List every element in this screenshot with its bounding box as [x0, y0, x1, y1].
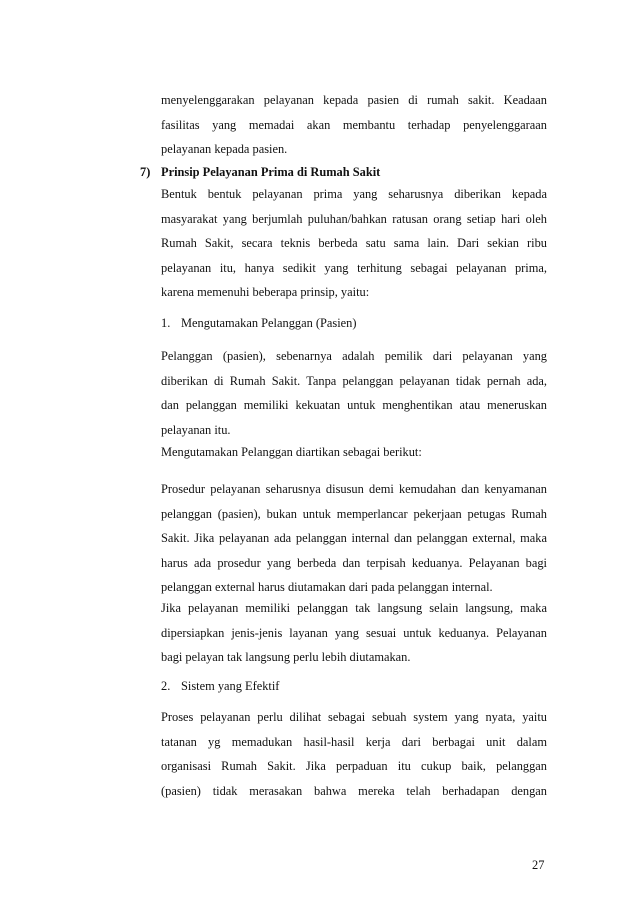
text-line: Bentuk bentuk pelayanan prima yang seharusnya diberikan kepada — [161, 187, 547, 201]
paragraph-definition — [161, 440, 547, 465]
text-line: tatanan yg memadukan hasil-hasil kerja dari berbagai unit dalam — [161, 734, 547, 749]
page-number: 27 — [532, 858, 545, 872]
text-line: pelanggan external harus diutamakan dari pada pelanggan internal. — [161, 580, 493, 594]
text-line: dipersiapkan jenis-jenis layanan yang sesuai untuk keduanya. Pelayanan — [161, 625, 547, 640]
text-line: dan pelanggan memiliki kekuatan untuk menghentikan atau meneruskan — [161, 398, 547, 412]
paragraph-intro — [161, 88, 547, 162]
text-line: pelayanan kepada pasien. — [161, 142, 288, 156]
text-line: harus ada prosedur yang berbeda dan terpisah keduanya. Pelayanan bagi — [161, 555, 547, 570]
text-line: karena memenuhi beberapa prinsip, yaitu: — [161, 285, 370, 299]
text-line: fasilitas yang memadai akan membantu terhadap penyelenggaraan — [161, 117, 547, 132]
text-line: masyarakat yang berjumlah puluhan/bahkan ratusan orang setiap hari oleh — [161, 211, 547, 226]
list-item-number: 2. — [161, 679, 171, 693]
paragraph-item1 — [161, 344, 547, 442]
text-line: bagi pelayan tak langsung perlu lebih diutamakan. — [161, 650, 411, 664]
text-line: Mengutamakan Pelanggan diartikan sebagai berikut: — [161, 445, 422, 459]
text-line: Rumah Sakit, secara teknis berbeda satu sama lain. Dari sekian ribu — [161, 236, 547, 250]
paragraph-item2 — [161, 705, 547, 803]
text-line: Pelanggan (pasien), sebenarnya adalah pemilik dari pelayanan yang — [161, 349, 547, 363]
paragraph-section — [161, 182, 547, 305]
text-line: Prosedur pelayanan seharusnya disusun demi kemudahan dan kenyamanan — [161, 482, 547, 496]
list-item-title: Sistem yang Efektif — [181, 679, 280, 693]
section-number: 7) — [140, 165, 151, 179]
text-line: Sakit. Jika pelayanan ada pelanggan internal dan pelanggan external, maka — [161, 531, 547, 545]
list-item-heading — [161, 674, 279, 698]
text-line: pelayanan itu. — [161, 422, 231, 437]
text-line: (pasien) tidak merasakan bahwa mereka telah berhadapan dengan — [161, 783, 547, 798]
text-line: Jika pelayanan memiliki pelanggan tak langsung selain langsung, maka — [161, 601, 547, 615]
text-line: organisasi Rumah Sakit. Jika perpaduan itu cukup baik, pelanggan — [161, 759, 547, 773]
text-line: pelayanan itu, hanya sedikit yang terhitung sebagai pelayanan prima, — [161, 260, 547, 275]
paragraph-prosedur — [161, 477, 547, 600]
text-line: pelanggan (pasien), bukan untuk memperlancar pekerjaan petugas Rumah — [161, 506, 547, 521]
section-heading — [140, 160, 380, 184]
list-item-heading — [161, 311, 356, 335]
text-line: Proses pelayanan perlu dilihat sebagai sebuah system yang nyata, yaitu — [161, 710, 547, 724]
text-line: menyelenggarakan pelayanan kepada pasien di rumah sakit. Keadaan — [161, 93, 547, 107]
list-item-number: 1. — [161, 316, 171, 330]
paragraph-jika — [161, 596, 547, 670]
section-title: Prinsip Pelayanan Prima di Rumah Sakit — [161, 165, 381, 179]
list-item-title: Mengutamakan Pelanggan (Pasien) — [181, 316, 357, 330]
text-line: diberikan di Rumah Sakit. Tanpa pelanggan pelayanan tidak pernah ada, — [161, 373, 547, 388]
